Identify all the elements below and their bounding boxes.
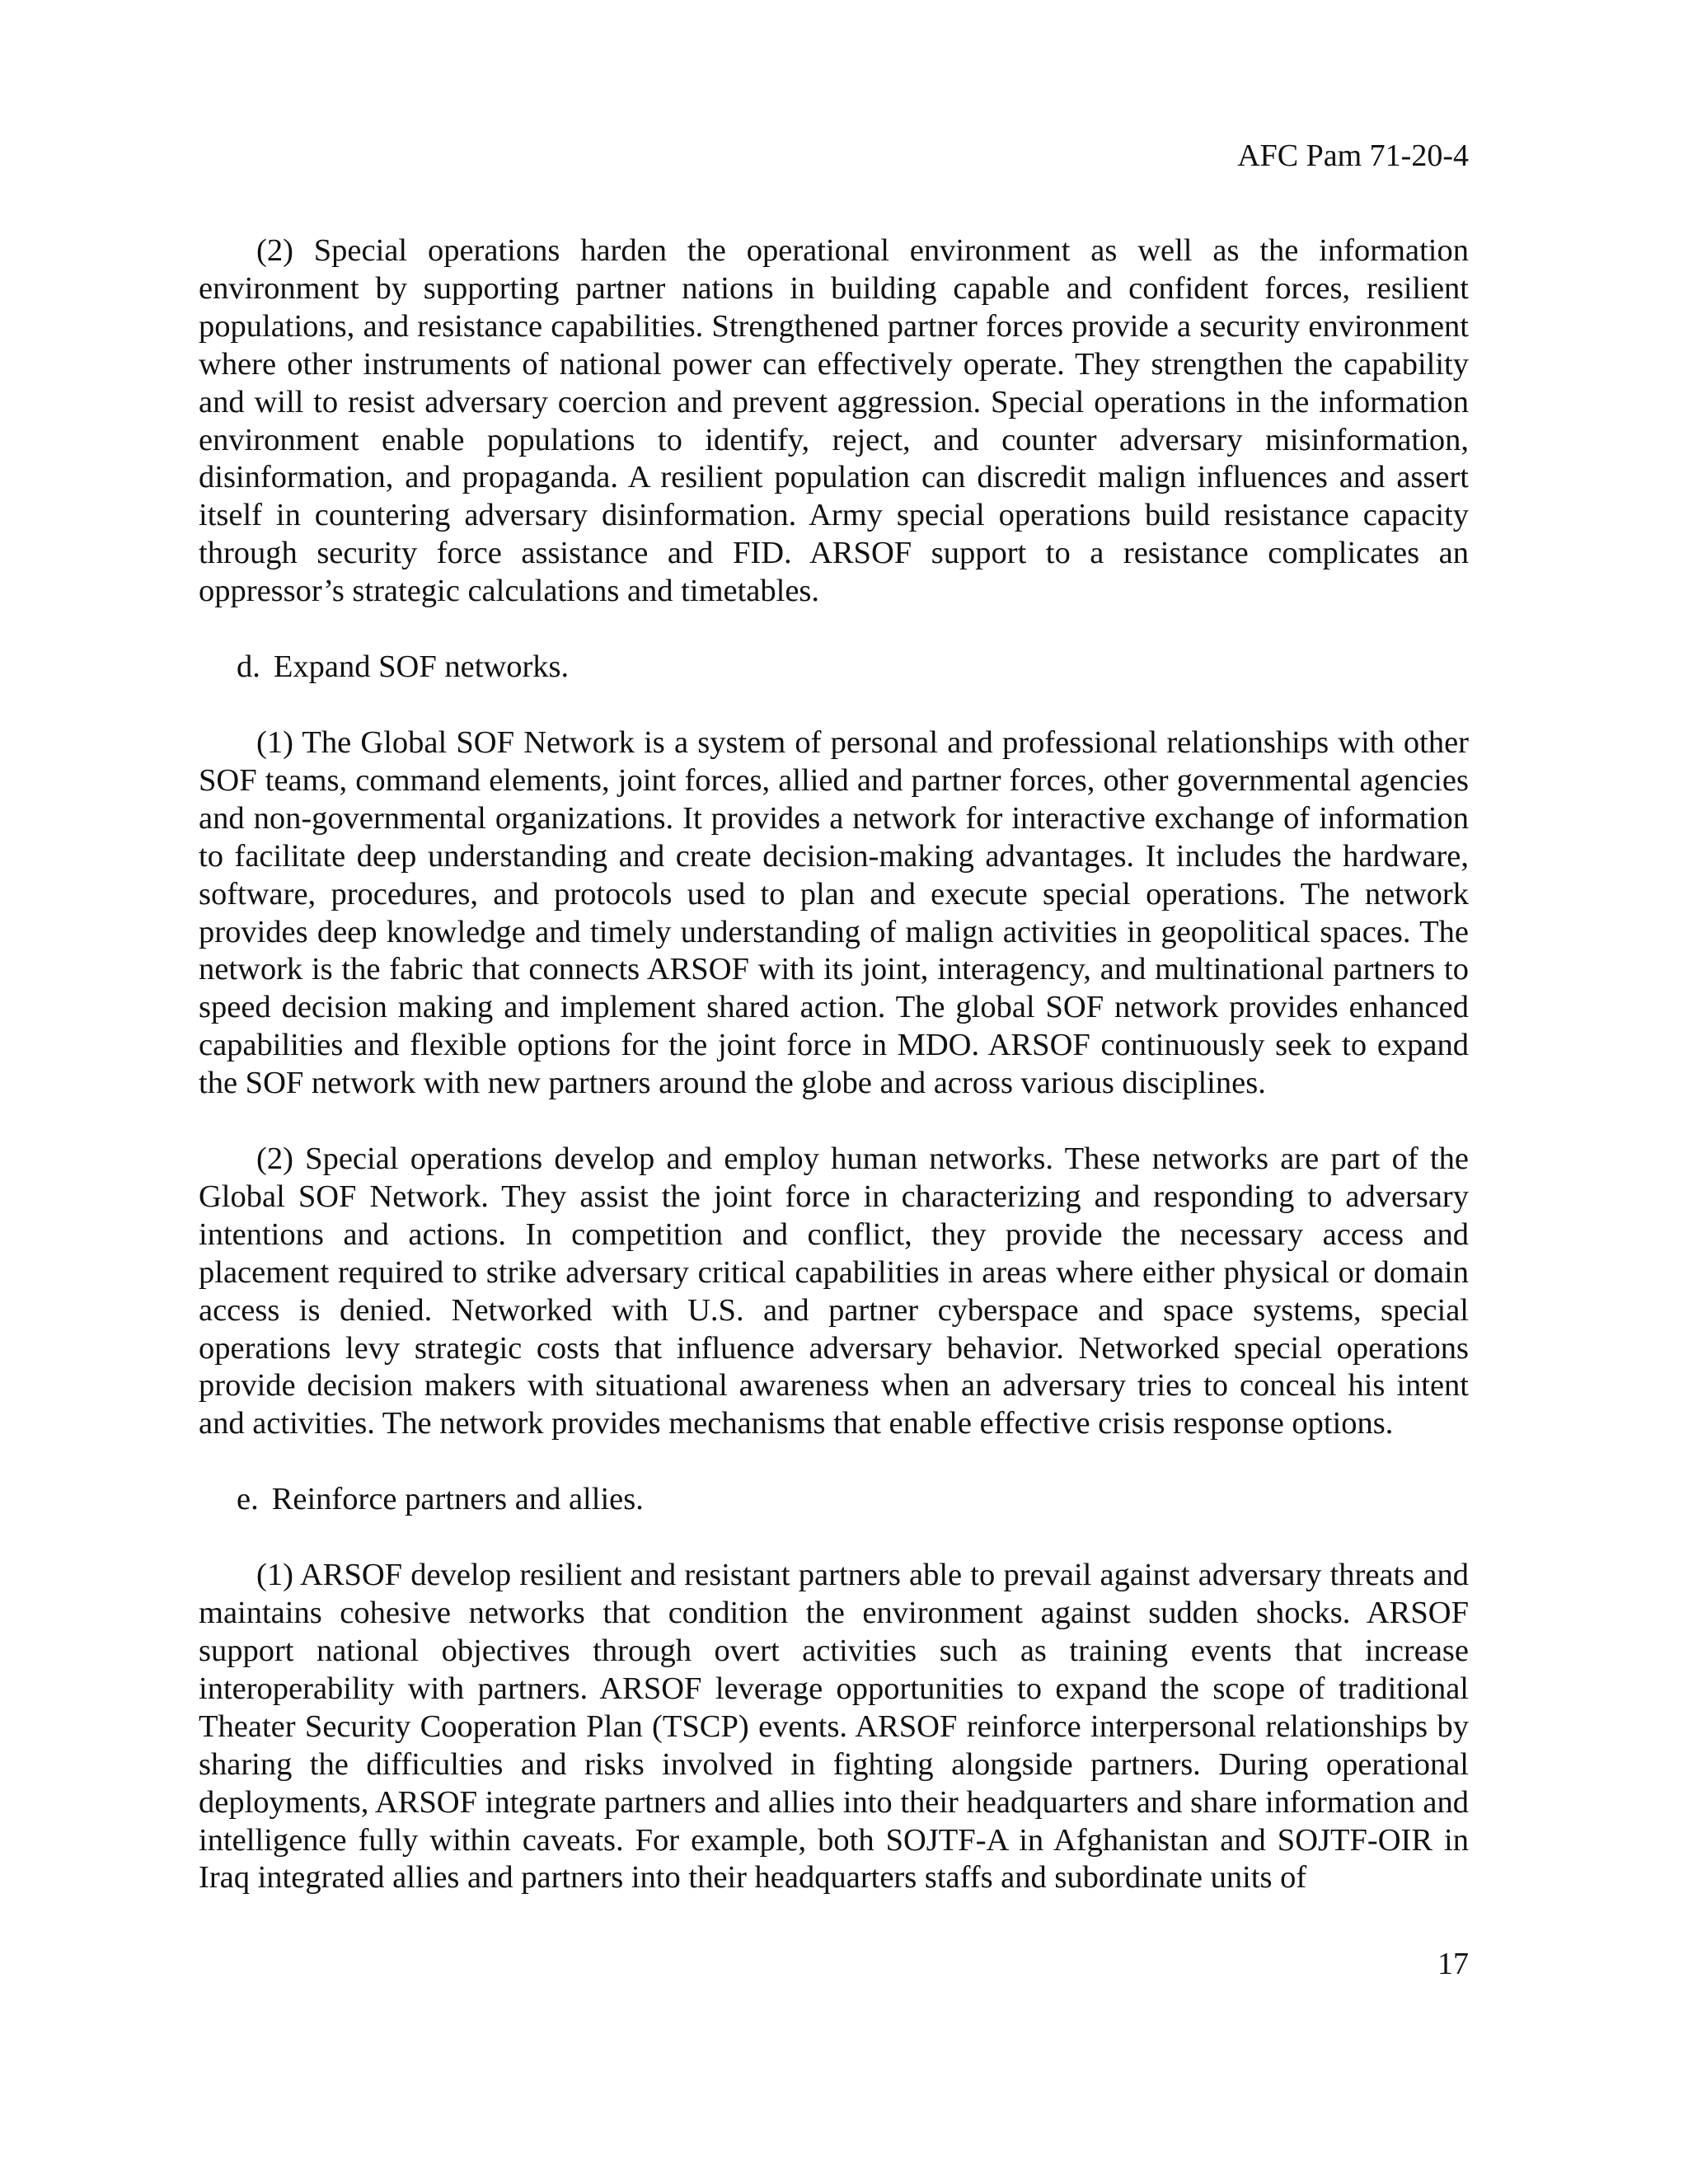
paragraph-c2: (2) Special operations harden the operational environment as well as the information environment by supporting partner nations in building capable and confident forces, resilient populations, and resistance capabilities. Strengthened partner forces provide a security environment where other instruments of national power can effectively operate. They strengthen the capability and will to resist adversary coercion and prevent aggression. Special operations in the information environment enable populations to identify, reject, and counter adversary misinformation, disinformation, and propaganda. A resilient population can discredit malign influences and assert itself in countering adversary disinformation. Army special operations build resistance capacity through security force assistance and FID. ARSOF support to a resistance complicates an oppressor’s strategic calculations and timetables. bbox=[199, 233, 1469, 609]
document-id-header: AFC Pam 71-20-4 bbox=[1237, 138, 1469, 173]
section-heading-d bbox=[199, 649, 1469, 687]
document-body bbox=[199, 232, 1469, 1935]
paragraph-e1: (1) ARSOF develop resilient and resistant partners able to prevail against adversary threats and maintains cohesive networks that condition the environment against sudden shocks. ARSOF support national objectives through overt activities such as training events that increase interoperability with partners. ARSOF leverage opportunities to expand the scope of traditional Theater Security Cooperation Plan (TSCP) events. ARSOF reinforce interpersonal relationships by sharing the difficulties and risks involved in fighting alongside partners. During operational deployments, ARSOF integrate partners and allies into their headquarters and share information and intelligence fully within caveats. For example, both SOJTF-A in Afghanistan and SOJTF-OIR in Iraq integrated allies and partners into their headquarters staffs and subordinate units of bbox=[199, 1558, 1469, 1896]
section-letter-e: e. bbox=[237, 1482, 259, 1517]
section-title-d: Expand SOF networks. bbox=[273, 649, 570, 685]
paragraph-d2: (2) Special operations develop and employ human networks. These networks are part of the Global SOF Network. They assist the joint force in characterizing and responding to adversary intentions and actions. In competition and conflict, they provide the necessary access and placement required to strike adversary critical capabilities in areas where either physical or domain access is denied. Networked with U.S. and partner cyberspace and space systems, special operations levy strategic costs that influence adversary behavior. Networked special operations provide decision makers with situational awareness when an adversary tries to conceal his intent and activities. The network provides mechanisms that enable effective crisis response options. bbox=[199, 1141, 1469, 1441]
section-heading-e bbox=[199, 1481, 1469, 1519]
page-number: 17 bbox=[1437, 1947, 1469, 1981]
section-letter-d: d. bbox=[237, 649, 260, 685]
section-title-e: Reinforce partners and allies. bbox=[271, 1482, 644, 1517]
paragraph-d1: (1) The Global SOF Network is a system of personal and professional relationships with other SOF teams, command elements, joint forces, allied and partner forces, other governmental agencies and non-governmental organizations. It provides a network for interactive exchange of information to facilitate deep understanding and create decision-making advantages. It includes the hardware, software, procedures, and protocols used to plan and execute special operations. The network provides deep knowledge and timely understanding of malign activities in geopolitical spaces. The network is the fabric that connects ARSOF with its joint, interagency, and multinational partners to speed decision making and implement shared action. The global SOF network provides enhanced capabilities and flexible options for the joint force in MDO. ARSOF continuously seek to expand the SOF network with new partners around the globe and across various disciplines. bbox=[199, 724, 1469, 1101]
